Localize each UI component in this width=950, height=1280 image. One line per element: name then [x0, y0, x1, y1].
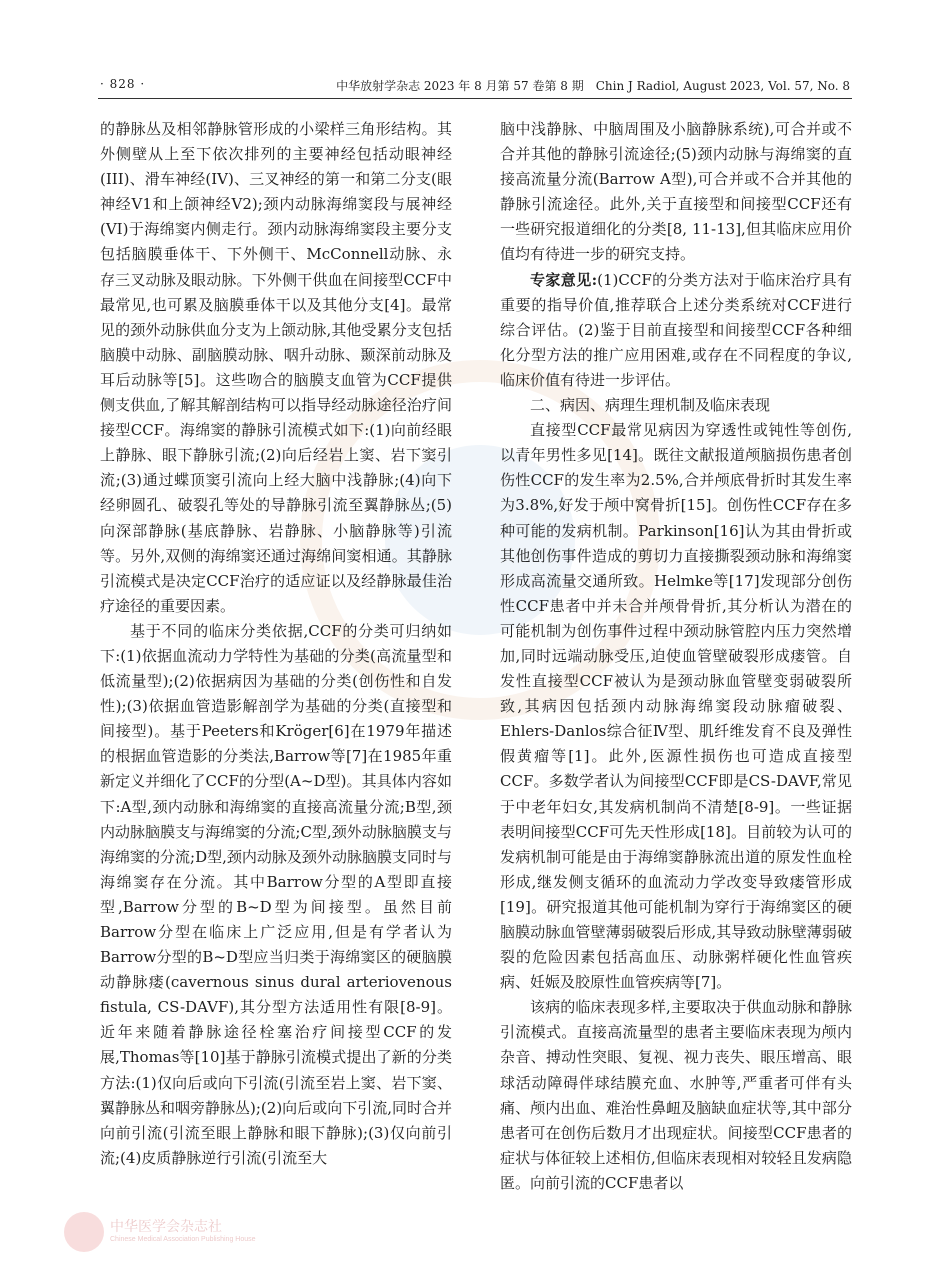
right-column	[500, 117, 852, 1196]
publisher-name: 中华医学会杂志社	[110, 1219, 222, 1235]
running-header	[98, 74, 852, 99]
left-column	[100, 117, 452, 1171]
right-paragraph-2: 直接型CCF最常见病因为穿透性或钝性等创伤,以青年男性多见[14]。既往文献报道颅脑损伤患者创伤性CCF的发生率为2.5%,合并颅底骨折时其发生率为3.8%,好发于颅中窝骨折[15]。创伤性CCF存在多种可能的发病机制。Parkinson[16]认为其由骨折或其他创伤事件造成的剪切力直接撕裂颈动脉和海绵窦形成高流量交通所致。Helmke等[17]发现部分创伤性CCF患者中并未合并颅骨骨折,其分析认为潜在的可能机制为创伤事件过程中颈动脉管腔内压力突然增加,同时远端动脉受压,迫使血管壁破裂形成瘘管。自发性直接型CCF被认为是颈动脉血管壁变弱破裂所致,其病因包括颈内动脉海绵窦段动脉瘤破裂、Ehlers-Danlos综合征Ⅳ型、肌纤维发育不良及弹性假黄瘤等[1]。此外,医源性损伤也可造成直接型CCF。多数学者认为间接型CCF即是CS-DAVF,常见于中老年妇女,其发病机制尚不清楚[8-9]。一些证据表明间接型CCF可先天性形成[18]。目前较为认可的发病机制可能是由于海绵窦静脉流出道的原发性血栓形成,继发侧支循环的血流动力学改变导致瘘管形成[19]。研究报道其他可能机制为穿行于海绵窦区的硬脑膜动脉血管壁薄弱破裂后形成,其导致动脉壁薄弱破裂的危险因素包括高血压、动脉粥样硬化性血管疾病、妊娠及胶原性血管疾病等[7]。	[500, 421, 852, 992]
right-paragraph-3: 该病的临床表现多样,主要取决于供血动脉和静脉引流模式。直接高流量型的患者主要临床表现为颅内杂音、搏动性突眼、复视、视力丧失、眼压增高、眼球活动障碍伴球结膜充血、水肿等,严重者可伴有头痛、颅内出血、难治性鼻衄及脑缺血症状等,其中部分患者可在创伤后数月才出现症状。间接型CCF患者的症状与体征较上述相仿,但临床表现相对较轻且发病隐匿。向前引流的CCF患者以	[500, 998, 852, 1192]
left-paragraph-1: 的静脉丛及相邻静脉管形成的小梁样三角形结构。其外侧壁从上至下依次排列的主要神经包括动眼神经(III)、滑车神经(IV)、三叉神经的第一和第二分支(眼神经V1和上颌神经V2);颈内动脉海绵窦段与展神经(VI)于海绵窦内侧走行。颈内动脉海绵窦段主要分支包括脑膜垂体干、下外侧干、McConnell动脉、永存三叉动脉及眼动脉。下外侧干供血在间接型CCF中最常见,也可累及脑膜垂体干以及其他分支[4]。最常见的颈外动脉供血分支为上颌动脉,其他受累分支包括脑膜中动脉、副脑膜动脉、咽升动脉、颞深前动脉及耳后动脉等[5]。这些吻合的脑膜支血管为CCF提供侧支供血,了解其解剖结构可以指导经动脉途径治疗间接型CCF。海绵窦的静脉引流模式如下:(1)向前经眼上静脉、眼下静脉引流;(2)向后经岩上窦、岩下窦引流;(3)通过蝶顶窦引流向上经大脑中浅静脉;(4)向下经卵圆孔、破裂孔等处的导静脉引流至翼静脉丛;(5)向深部静脉(基底静脉、岩静脉、小脑静脉等)引流等。另外,双侧的海绵窦还通过海绵间窦相通。其静脉引流模式是决定CCF治疗的适应证以及经静脉最佳治疗途径的重要因素。	[100, 120, 452, 615]
page-number: · 828 ·	[100, 77, 146, 91]
publisher-name-en: Chinese Medical Association Publishing House	[110, 1236, 256, 1243]
journal-citation: 中华放射学杂志 2023 年 8 月第 57 卷第 8 期 Chin J Radiol, August 2023, Vol. 57, No. 8	[336, 79, 850, 93]
publisher-logo	[64, 1212, 104, 1252]
section-heading: 二、病因、病理生理机制及临床表现	[530, 396, 771, 415]
left-paragraph-2: 基于不同的临床分类依据,CCF的分类可归纳如下:(1)依据血流动力学特性为基础的分类(高流量型和低流量型);(2)依据病因为基础的分类(创伤性和自发性);(3)依据血管造影解剖学为基础的分类(直接型和间接型)。基于Peeters和Kröger[6]在1979年描述的根据血管造影的分类法,Barrow等[7]在1985年重新定义并细化了CCF的分型(A~D型)。其具体内容如下:A型,颈内动脉和海绵窦的直接高流量分流;B型,颈内动脉脑膜支与海绵窦的分流;C型,颈外动脉脑膜支与海绵窦的分流;D型,颈内动脉及颈外动脉脑膜支同时与海绵窦存在分流。其中Barrow分型的A型即直接型,Barrow分型的B~D型为间接型。虽然目前Barrow分型在临床上广泛应用,但是有学者认为Barrow分型的B~D型应当归类于海绵窦区的硬脑膜动静脉瘘(cavernous sinus dural arteriovenous fistula, CS-DAVF),其分型方法适用性有限[8-9]。近年来随着静脉途径栓塞治疗间接型CCF的发展,Thomas等[10]基于静脉引流模式提出了新的分类方法:(1)仅向后或向下引流(引流至岩上窦、岩下窦、翼静脉丛和咽旁静脉丛);(2)向后或向下引流,同时合并向前引流(引流至眼上静脉和眼下静脉);(3)仅向前引流;(4)皮质静脉逆行引流(引流至大	[100, 621, 452, 1167]
expert-opinion-label: 专家意见:	[530, 270, 598, 289]
right-paragraph-1: 脑中浅静脉、中脑周围及小脑静脉系统),可合并或不合并其他的静脉引流途径;(5)颈内动脉与海绵窦的直接高流量分流(Barrow A型),可合并或不合并其他的静脉引流途径。此外,关于直接型和间接型CCF还有一些研究报道细化的分类[8, 11-13],但其临床应用价值均有待进一步的研究支持。	[500, 120, 852, 264]
expert-opinion-text: (1)CCF的分类方法对于临床治疗具有重要的指导价值,推荐联合上述分类系统对CCF进行综合评估。(2)鉴于目前直接型和间接型CCF各种细化分型方法的推广应用困难,或存在不同程度的争议,临床价值有待进一步评估。	[500, 270, 852, 389]
expert-opinion	[500, 268, 852, 393]
